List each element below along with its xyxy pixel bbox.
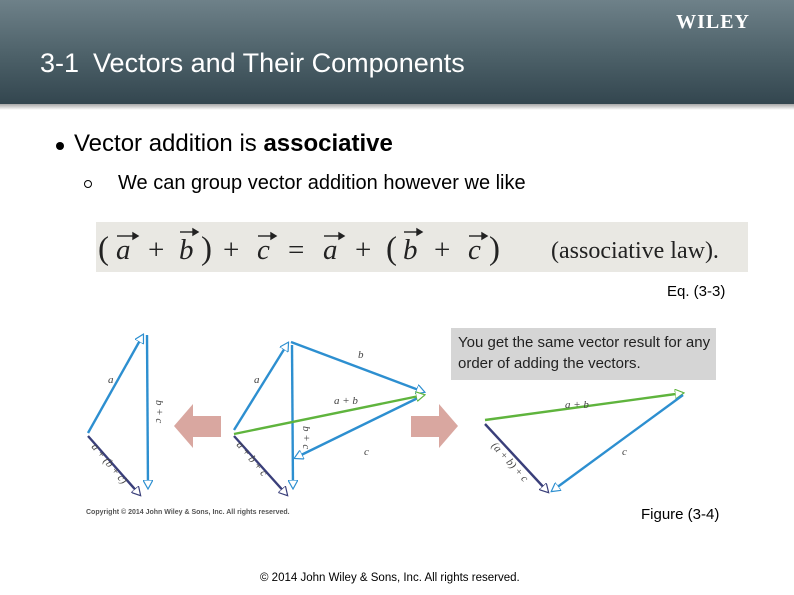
eq-lparen-2: (: [386, 231, 397, 267]
eq-vector-c-2: c: [468, 234, 481, 266]
title-text: Vectors and Their Components: [93, 48, 465, 78]
sub-bullet-text: We can group vector addition however we like: [118, 172, 526, 194]
middle-vector-a-plus-b: [234, 395, 424, 434]
eq-vector-b-2: b: [403, 234, 418, 266]
right-arrow-icon: [411, 404, 458, 448]
section-number: 3-1: [40, 48, 80, 78]
eq-law-label: (associative law).: [551, 238, 719, 264]
eq-plus-4: +: [434, 234, 451, 266]
wiley-logo: WILEY: [676, 11, 750, 33]
eq-vector-a-2: a: [323, 234, 338, 266]
left-arrow-icon: [174, 404, 221, 448]
middle-vector-a: [234, 343, 288, 430]
middle-label-b: b: [358, 349, 364, 361]
eq-vector-c: c: [257, 234, 270, 266]
middle-label-a-plus-b: a + b: [334, 395, 358, 407]
left-vector-diagram: [88, 335, 165, 495]
slide-footer: © 2014 John Wiley & Sons, Inc. All rights reserved.: [260, 572, 520, 584]
figure-label: Figure (3-4): [641, 506, 720, 523]
eq-rparen-2: ): [489, 231, 500, 267]
bullet-bold-text: associative: [263, 130, 393, 157]
eq-vector-b: b: [179, 234, 194, 266]
figure-copyright: Copyright © 2014 John Wiley & Sons, Inc. All rights reserved.: [86, 509, 290, 516]
callout-text: You get the same vector result for any order of adding the vectors.: [458, 334, 711, 372]
eq-plus-2: +: [223, 234, 240, 266]
left-label-a: a: [108, 374, 114, 386]
right-vector-diagram: [485, 393, 683, 492]
eq-vector-a: a: [116, 234, 131, 266]
middle-vector-diagram: [234, 342, 424, 495]
equation-label: Eq. (3-3): [667, 283, 726, 300]
eq-lparen: (: [98, 231, 109, 267]
middle-label-sum: a + b + c: [233, 439, 270, 479]
left-vector-a: [88, 335, 143, 433]
eq-rparen: ): [201, 231, 212, 267]
middle-label-b-plus-c: b + c: [300, 426, 312, 450]
left-label-b-plus-c: b + c: [153, 400, 165, 424]
eq-equals: =: [288, 234, 305, 266]
middle-vector-c: [295, 395, 424, 458]
right-label-a-plus-b: a + b: [565, 399, 589, 411]
right-label-sum: (a + b) + c: [488, 439, 531, 485]
middle-vector-b-plus-c: [292, 345, 293, 488]
right-label-c: c: [622, 446, 627, 458]
middle-label-c: c: [364, 446, 369, 458]
middle-label-a: a: [254, 374, 260, 386]
eq-plus-3: +: [355, 234, 372, 266]
eq-plus-1: +: [148, 234, 165, 266]
left-vector-b-plus-c: [147, 335, 148, 488]
bullet-text: Vector addition is: [74, 130, 264, 157]
left-label-sum: a + (b + c): [88, 441, 130, 487]
right-vector-sum: [485, 424, 548, 492]
